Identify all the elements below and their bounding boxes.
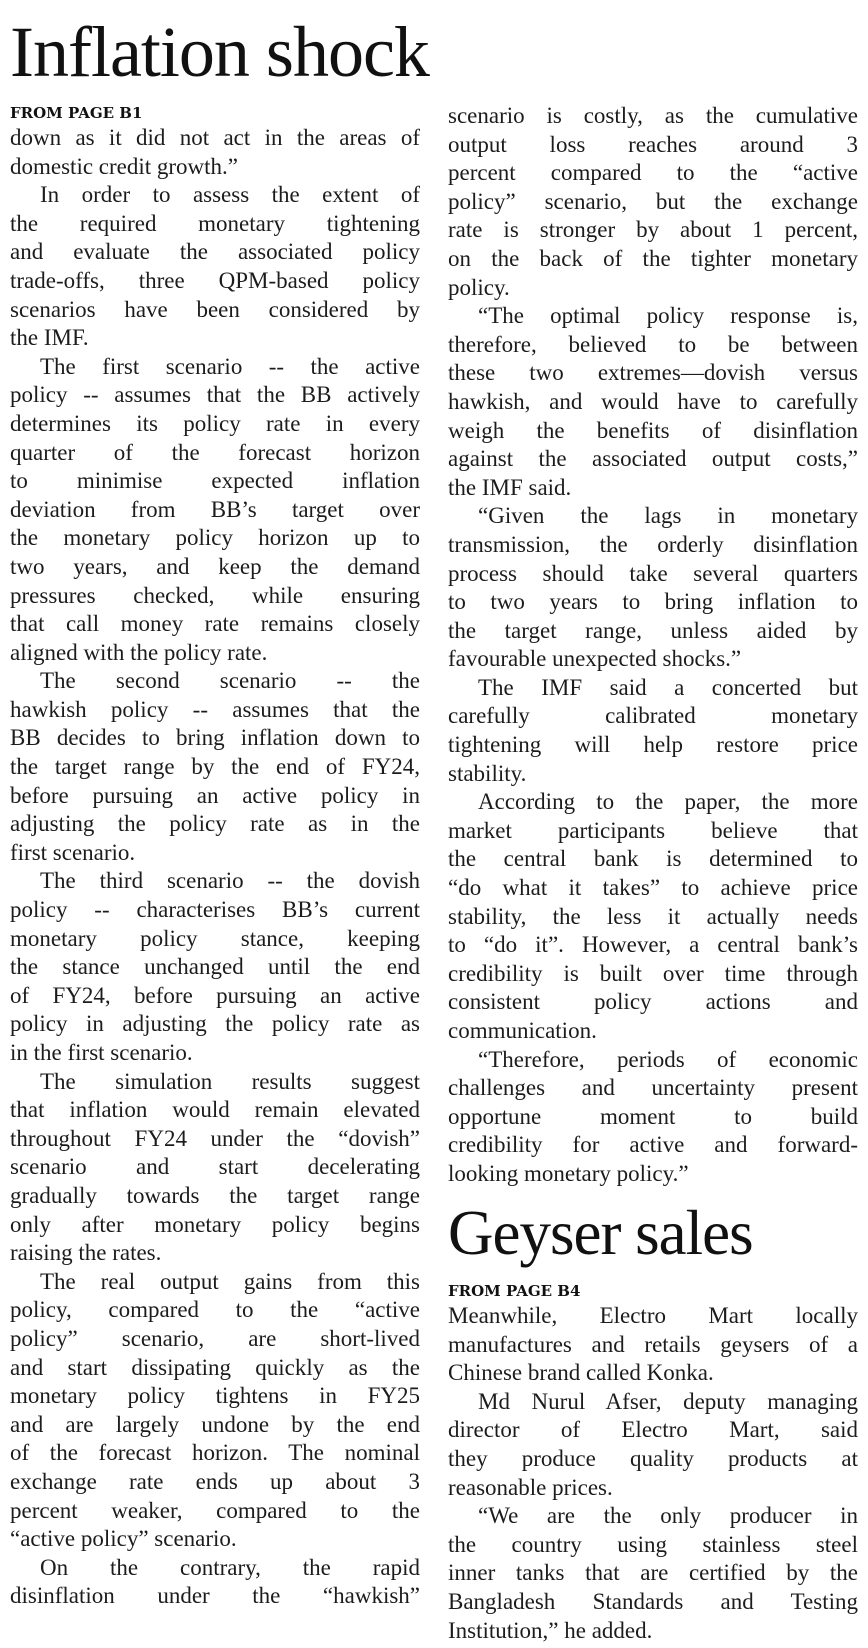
text-line: looking monetary policy.”: [448, 1160, 689, 1186]
article-body-right: [448, 102, 858, 1189]
text-line: consistent policy actions and: [448, 989, 858, 1015]
text-line: before pursuing an active policy in: [10, 782, 420, 808]
text-line: process should take several quarters: [448, 560, 858, 586]
text-line: that inflation would remain elevated: [10, 1097, 420, 1123]
text-line: trade-offs, three QPM-based policy: [10, 267, 420, 293]
article-column-right: [448, 102, 858, 1189]
text-line: manufactures and retails geysers of a: [448, 1331, 858, 1357]
article-body-left: [10, 124, 420, 1611]
text-line: and evaluate the associated policy: [10, 239, 420, 265]
text-line: monetary policy stance, keeping: [10, 925, 420, 951]
text-line: the stance unchanged until the end: [10, 954, 420, 980]
text-line: on the back of the tighter monetary: [448, 245, 858, 271]
text-line: stability.: [448, 760, 527, 786]
text-line: policy.: [448, 274, 510, 300]
text-line: to minimise expected inflation: [10, 468, 420, 494]
article-body-geyser: [448, 1302, 858, 1645]
article-column-left: [10, 102, 420, 1611]
text-line: the target range, unless aided by: [448, 617, 858, 643]
text-line: policy, compared to the “active: [10, 1297, 420, 1323]
text-line: and are largely undone by the end: [10, 1411, 420, 1437]
text-line: carefully calibrated monetary: [448, 703, 858, 729]
text-line: against the associated output costs,”: [448, 446, 858, 472]
text-line: they produce quality products at: [448, 1445, 858, 1471]
text-line: pressures checked, while ensuring: [10, 582, 420, 608]
text-line: gradually towards the target range: [10, 1182, 420, 1208]
text-line: scenario is costly, as the cumulative: [448, 103, 858, 128]
text-line: percent compared to the “active: [448, 160, 858, 186]
text-line: weigh the benefits of disinflation: [448, 417, 858, 443]
text-line: Institution,” he added.: [448, 1617, 653, 1643]
text-line: the IMF said.: [448, 474, 572, 500]
text-line: The IMF said a concerted but: [478, 674, 858, 700]
text-line: disinflation under the “hawkish”: [10, 1583, 420, 1609]
text-line: transmission, the orderly disinflation: [448, 531, 858, 557]
text-line: “do what it takes” to achieve price: [448, 875, 858, 901]
text-line: the central bank is determined to: [448, 846, 858, 872]
text-line: to two years to bring inflation to: [448, 589, 858, 615]
text-line: determines its policy rate in every: [10, 410, 420, 436]
text-line: scenarios have been considered by: [10, 296, 420, 322]
text-line: The real output gains from this: [40, 1268, 420, 1294]
text-line: policy in adjusting the policy rate as: [10, 1011, 420, 1037]
text-line: On the contrary, the rapid: [40, 1554, 420, 1580]
text-line: aligned with the policy rate.: [10, 639, 268, 665]
text-line: the monetary policy horizon up to: [10, 525, 420, 551]
headline-geyser-sales: Geyser sales: [448, 1198, 753, 1268]
text-line: The third scenario -- the dovish: [40, 868, 420, 894]
text-line: throughout FY24 under the “dovish”: [10, 1125, 420, 1151]
text-line: adjusting the policy rate as in the: [10, 811, 420, 837]
text-line: communication.: [448, 1018, 597, 1043]
text-line: hawkish, and would have to carefully: [448, 388, 858, 414]
text-line: Md Nurul Afser, deputy managing: [478, 1388, 858, 1414]
text-line: first scenario.: [10, 839, 136, 865]
text-line: to “do it”. However, a central bank’s: [448, 932, 858, 958]
text-line: policy -- assumes that the BB actively: [10, 382, 420, 408]
text-line: two years, and keep the demand: [10, 553, 420, 579]
text-line: The simulation results suggest: [40, 1068, 420, 1094]
text-line: only after monetary policy begins: [10, 1211, 420, 1237]
text-line: down as it did not act in the areas of: [10, 125, 420, 150]
text-line: Bangladesh Standards and Testing: [448, 1588, 858, 1614]
text-line: of FY24, before pursuing an active: [10, 982, 420, 1008]
text-line: reasonable prices.: [448, 1474, 613, 1500]
text-line: the IMF.: [10, 325, 89, 351]
text-line: opportune moment to build: [448, 1103, 858, 1129]
text-line: challenges and uncertainty present: [448, 1075, 858, 1101]
text-line: director of Electro Mart, said: [448, 1417, 858, 1443]
text-line: the required monetary tightening: [10, 210, 420, 236]
text-line: rate is stronger by about 1 percent,: [448, 217, 858, 243]
from-page-label-geyser: FROM PAGE B4: [448, 1282, 581, 1300]
text-line: “Given the lags in monetary: [478, 503, 858, 529]
text-line: output loss reaches around 3: [448, 131, 858, 157]
text-line: credibility for active and forward-: [448, 1132, 858, 1158]
text-line: “The optimal policy response is,: [478, 303, 858, 329]
text-line: the country using stainless steel: [448, 1531, 858, 1557]
text-line: BB decides to bring inflation down to: [10, 725, 420, 751]
text-line: percent weaker, compared to the: [10, 1497, 420, 1523]
text-line: raising the rates.: [10, 1240, 162, 1266]
text-line: therefore, believed to be between: [448, 331, 858, 357]
text-line: According to the paper, the more: [478, 789, 858, 815]
article-column-geyser: [448, 1280, 858, 1645]
text-line: that call money rate remains closely: [10, 611, 420, 637]
text-line: Chinese brand called Konka.: [448, 1360, 714, 1386]
text-line: policy” scenario, are short-lived: [10, 1325, 420, 1351]
text-line: tightening will help restore price: [448, 732, 858, 758]
text-line: and start dissipating quickly as the: [10, 1354, 420, 1380]
text-line: “Therefore, periods of economic: [478, 1046, 858, 1072]
from-page-label: FROM PAGE B1: [10, 104, 143, 122]
text-line: favourable unexpected shocks.”: [448, 646, 742, 672]
text-line: policy” scenario, but the exchange: [448, 188, 858, 214]
text-line: “We are the only producer in: [478, 1503, 858, 1529]
text-line: these two extremes—dovish versus: [448, 360, 858, 386]
text-line: deviation from BB’s target over: [10, 496, 420, 522]
text-line: stability, the less it actually needs: [448, 903, 858, 929]
text-line: quarter of the forecast horizon: [10, 439, 420, 465]
text-line: market participants believe that: [448, 817, 858, 843]
headline-inflation-shock: Inflation shock: [10, 12, 429, 92]
text-line: scenario and start decelerating: [10, 1154, 420, 1180]
text-line: exchange rate ends up about 3: [10, 1468, 420, 1494]
text-line: inner tanks that are certified by the: [448, 1560, 858, 1586]
text-line: The first scenario -- the active: [40, 353, 420, 379]
text-line: Meanwhile, Electro Mart locally: [448, 1303, 858, 1328]
text-line: domestic credit growth.”: [10, 153, 239, 179]
text-line: hawkish policy -- assumes that the: [10, 696, 420, 722]
text-line: monetary policy tightens in FY25: [10, 1383, 420, 1409]
text-line: The second scenario -- the: [40, 668, 420, 694]
text-line: the target range by the end of FY24,: [10, 754, 420, 780]
text-line: credibility is built over time through: [448, 960, 858, 986]
text-line: policy -- characterises BB’s current: [10, 897, 420, 923]
text-line: in the first scenario.: [10, 1040, 193, 1065]
text-line: of the forecast horizon. The nominal: [10, 1440, 420, 1466]
text-line: “active policy” scenario.: [10, 1526, 237, 1552]
text-line: In order to assess the extent of: [40, 182, 420, 208]
